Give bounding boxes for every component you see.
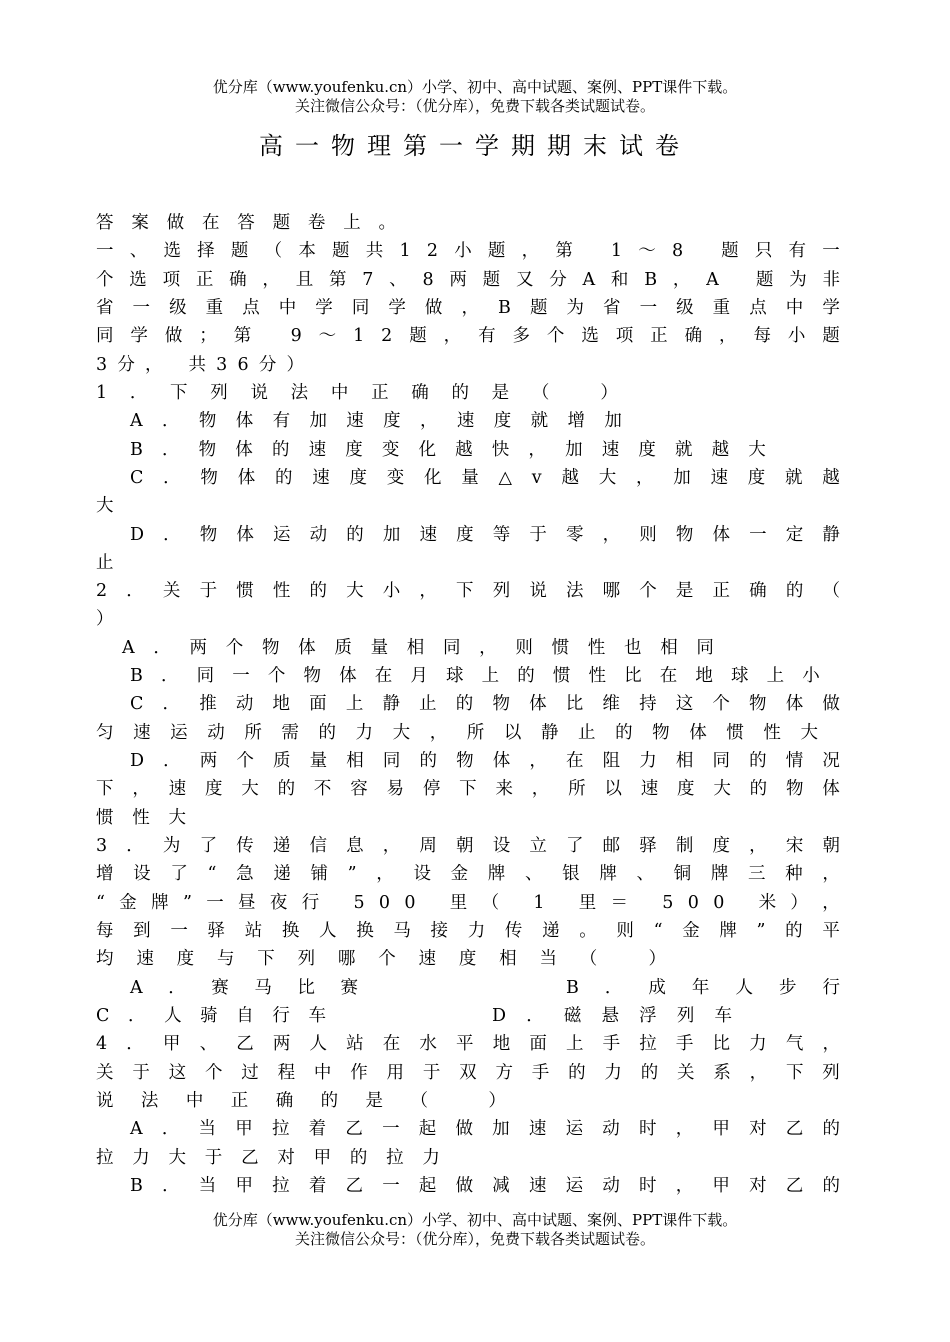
question-3-stem-cont: 每 到 一 驿 站 换 人 换 马 接 力 传 递 。 则 “ 金 牌 ” 的 平	[96, 921, 840, 941]
header-line-2: 关注微信公众号：（优分库），免费下载各类试题试卷。	[294, 97, 655, 115]
question-4-stem: 4 ． 甲 、 乙 两 人 站 在 水 平 地 面 上 手 拉 手 比 力 气 ，	[96, 1034, 840, 1054]
question-1-stem: 1 ． 下 列 说 法 中 正 确 的 是 （ ）	[96, 383, 618, 403]
question-3-stem-cont: 均 速 度 与 下 列 哪 个 速 度 相 当 （ ）	[96, 949, 666, 969]
question-2-stem: 2 ． 关 于 惯 性 的 大 小 ， 下 列 说 法 哪 个 是 正 确 的 （	[96, 581, 840, 601]
section-heading-line: 3 分 ， 共 3 6 分 ）	[96, 355, 304, 375]
section-heading-line: 同 学 做 ； 第 9 ～ 1 2 题 ， 有 多 个 选 项 正 确 ， 每 小 题	[96, 326, 840, 346]
question-4-option-a: A ． 当 甲 拉 着 乙 一 起 做 加 速 运 动 时 ， 甲 对 乙 的	[130, 1119, 840, 1139]
question-3-option-d: D ． 磁 悬 浮 列 车	[492, 1006, 732, 1026]
question-2-stem-cont: ）	[96, 609, 114, 629]
question-1-option-c-cont: 大	[96, 496, 114, 516]
question-3-stem: 3 ． 为 了 传 递 信 息 ， 周 朝 设 立 了 邮 驿 制 度 ， 宋 朝	[96, 836, 840, 856]
question-3-option-c: C ． 人 骑 自 行 车	[96, 1006, 326, 1026]
question-4-stem-cont: 关 于 这 个 过 程 中 作 用 于 双 方 手 的 力 的 关 系 ， 下 列	[96, 1063, 840, 1083]
question-3-option-b: B ． 成 年 人 步 行	[566, 978, 840, 998]
question-1-option-c: C ． 物 体 的 速 度 变 化 量 △ v 越 大 ， 加 速 度 就 越	[130, 468, 840, 488]
page-title: 高一物理第一学期期末试卷	[259, 132, 691, 160]
question-1-option-b: B ． 物 体 的 速 度 变 化 越 快 ， 加 速 度 就 越 大	[130, 440, 766, 460]
footer-line-1: 优分库（www.youfenku.cn）小学、初中、高中试题、案例、PPT课件下载。	[212, 1211, 738, 1229]
question-1-option-d-cont: 止	[96, 553, 114, 573]
question-3-option-a: A ． 赛 马 比 赛	[130, 978, 358, 998]
question-4-stem-cont: 说 法 中 正 确 的 是 （ ）	[96, 1091, 506, 1111]
header-line-1: 优分库（www.youfenku.cn）小学、初中、高中试题、案例、PPT课件下载。	[212, 78, 738, 96]
question-4-option-a-cont: 拉 力 大 于 乙 对 甲 的 拉 力	[96, 1148, 440, 1168]
section-heading-line: 一 、 选 择 题 （ 本 题 共 1 2 小 题 ， 第 1 ～ 8 题 只 有 一	[96, 241, 840, 261]
question-2-option-d-cont: 惯 性 大	[96, 808, 186, 828]
question-3-stem-cont: “ 金 牌 ” 一 昼 夜 行 5 0 0 里 （ 1 里 ＝ 5 0 0 米 ） ，	[96, 893, 840, 913]
section-heading-line: 省 一 级 重 点 中 学 同 学 做 ， B 题 为 省 一 级 重 点 中 学	[96, 298, 840, 318]
question-1-option-a: A ． 物 体 有 加 速 度 ， 速 度 就 增 加	[130, 411, 622, 431]
question-2-option-d-cont: 下 ， 速 度 大 的 不 容 易 停 下 来 ， 所 以 速 度 大 的 物 体	[96, 779, 840, 799]
instruction-line: 答 案 做 在 答 题 卷 上 。	[96, 213, 396, 233]
question-2-option-a: A ． 两 个 物 体 质 量 相 同 ， 则 惯 性 也 相 同	[122, 638, 714, 658]
question-2-option-c: C ． 推 动 地 面 上 静 止 的 物 体 比 维 持 这 个 物 体 做	[130, 694, 840, 714]
question-2-option-c-cont: 匀 速 运 动 所 需 的 力 大 ， 所 以 静 止 的 物 体 惯 性 大	[96, 723, 818, 743]
question-1-option-d: D ． 物 体 运 动 的 加 速 度 等 于 零 ， 则 物 体 一 定 静	[130, 525, 840, 545]
section-heading-line: 个 选 项 正 确 ， 且 第 7 、 8 两 题 又 分 A 和 B ， A 题 为 非	[96, 270, 840, 290]
footer-line-2: 关注微信公众号：（优分库），免费下载各类试题试卷。	[294, 1230, 655, 1248]
question-4-option-b: B ． 当 甲 拉 着 乙 一 起 做 减 速 运 动 时 ， 甲 对 乙 的	[130, 1176, 840, 1196]
question-3-stem-cont: 增 设 了 “ 急 递 铺 ” ， 设 金 牌 、 银 牌 、 铜 牌 三 种 ，	[96, 864, 840, 884]
question-2-option-b: B ． 同 一 个 物 体 在 月 球 上 的 惯 性 比 在 地 球 上 小	[130, 666, 820, 686]
question-2-option-d: D ． 两 个 质 量 相 同 的 物 体 ， 在 阻 力 相 同 的 情 况	[130, 751, 840, 771]
